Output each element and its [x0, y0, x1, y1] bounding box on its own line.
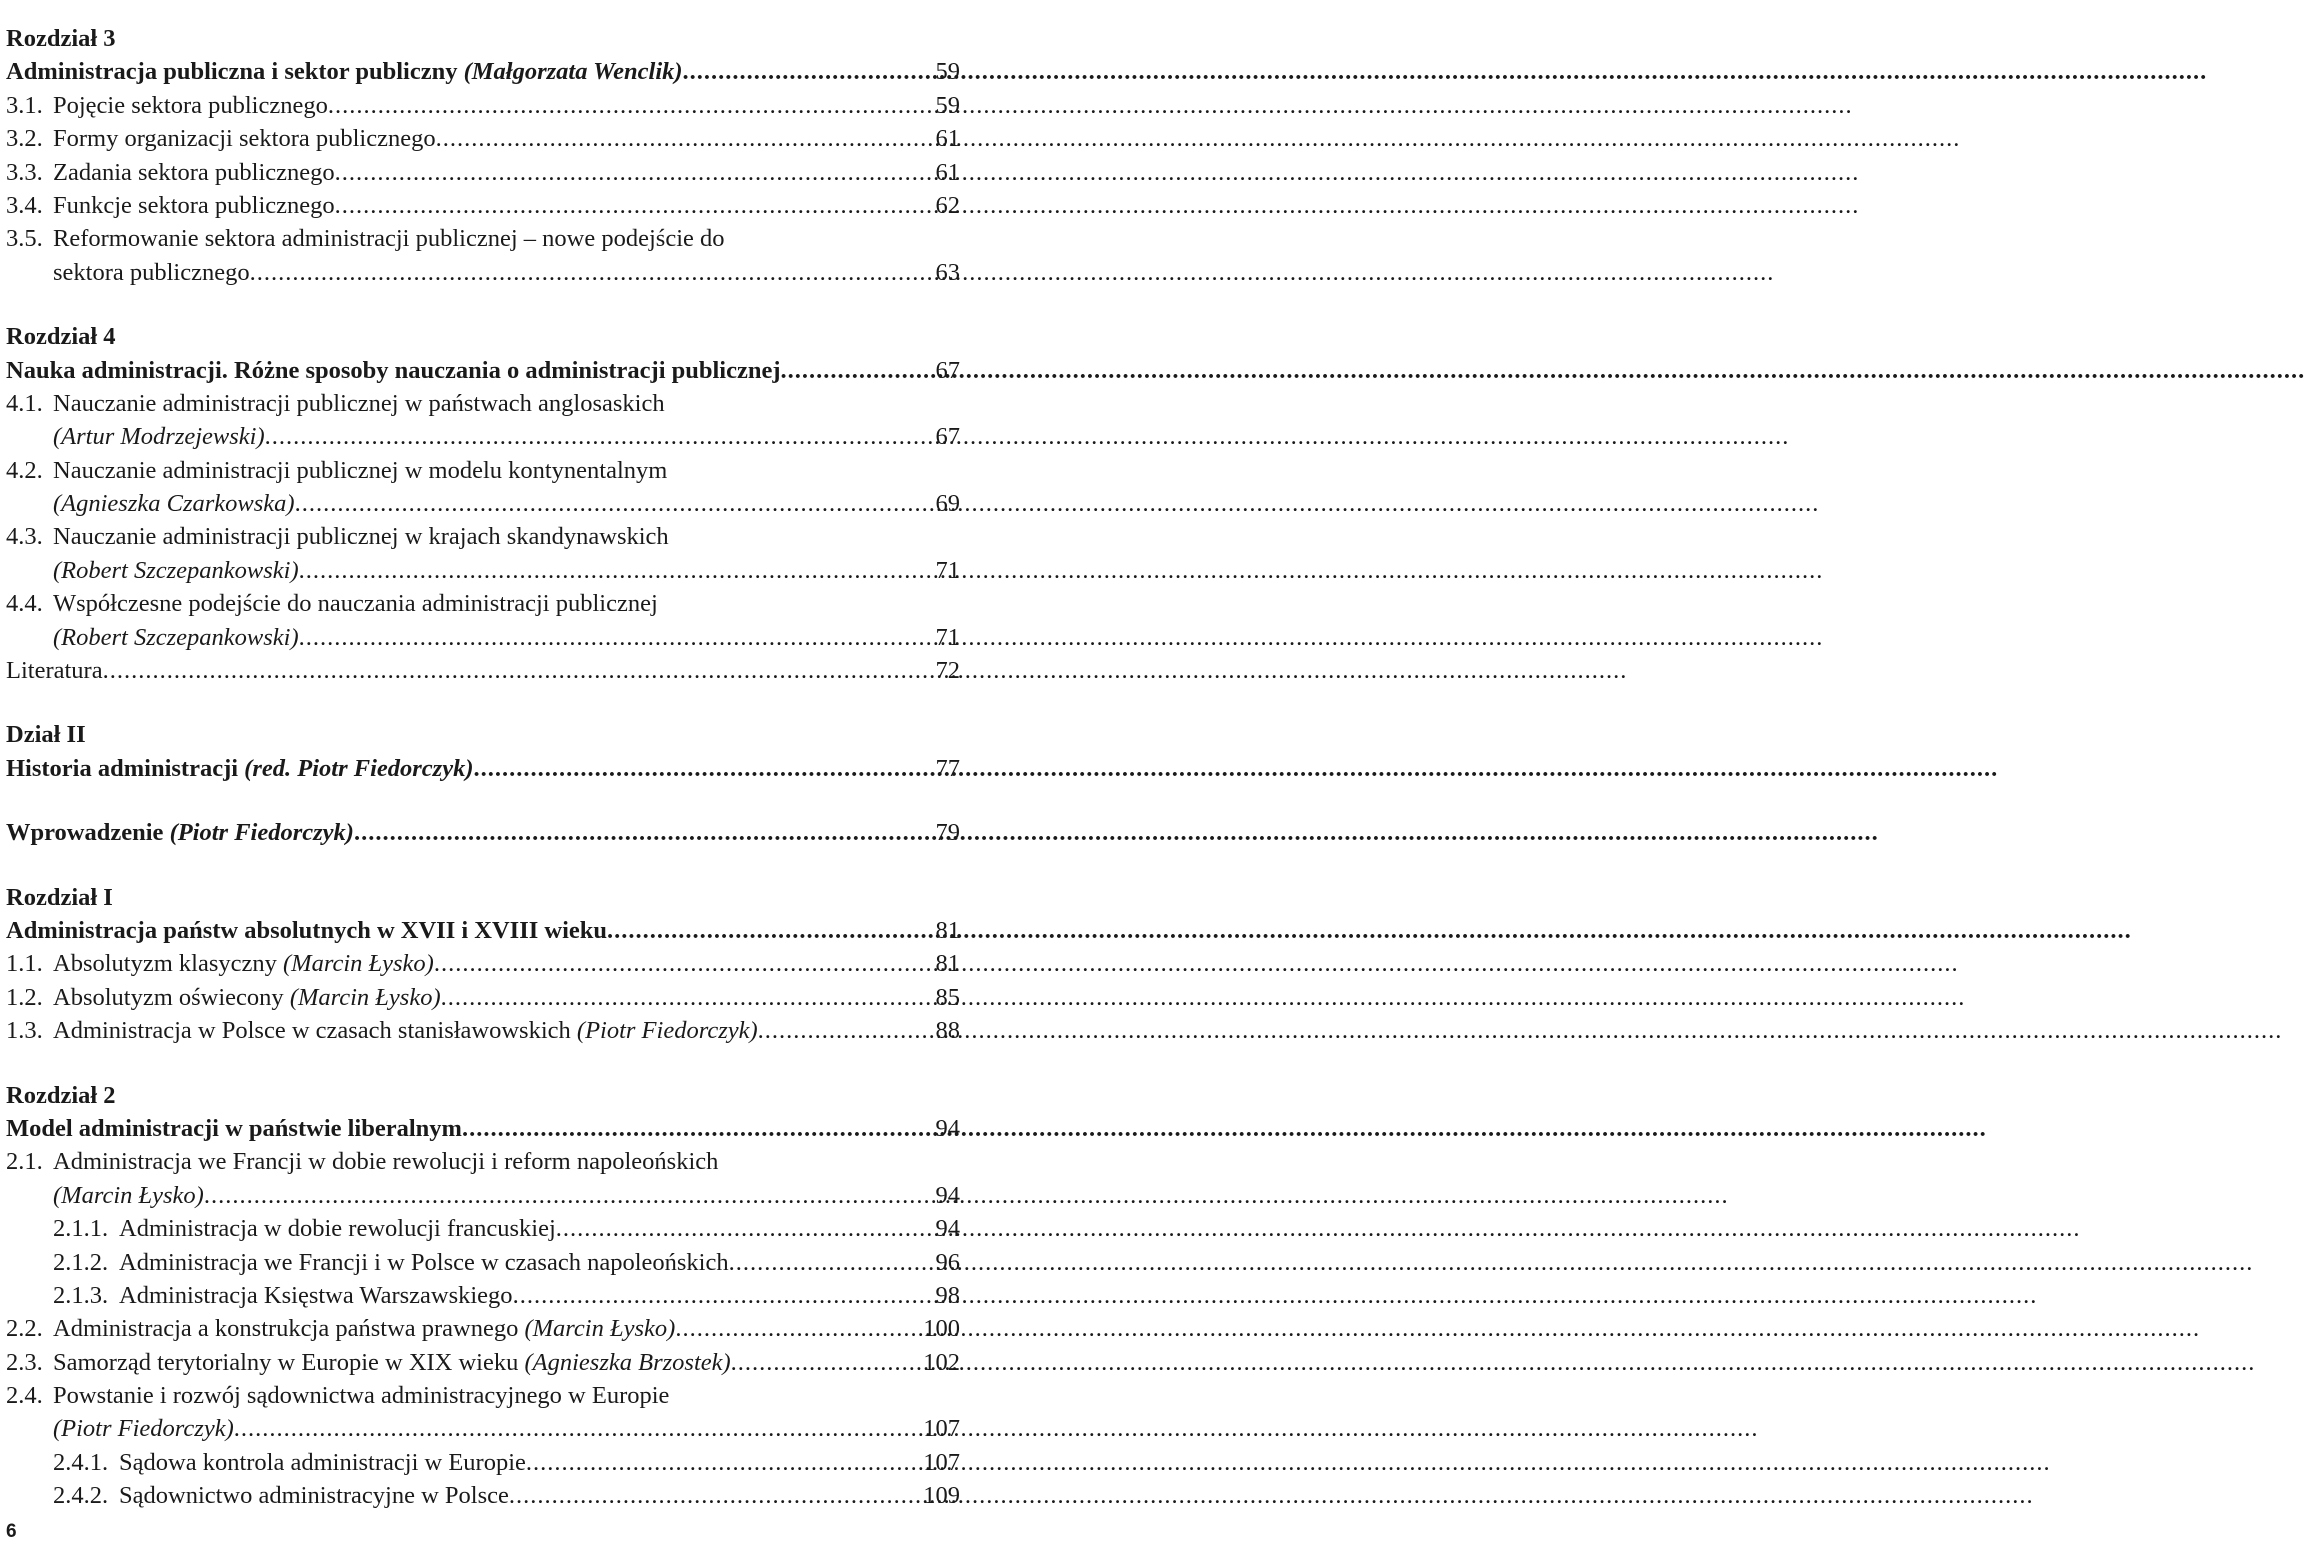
chapter-title-entry [6, 1112, 960, 1145]
table-of-contents [6, 22, 960, 1513]
entry-text-group [53, 1179, 204, 1212]
chapter-heading [6, 22, 960, 55]
entry-text-group [53, 189, 335, 222]
entry-number: 3.3. [6, 158, 43, 186]
entry-page-number: 61 [935, 158, 960, 186]
entry-page-number: 81 [935, 916, 960, 944]
toc-entry [6, 387, 960, 420]
entry-author: (Piotr Fiedorczyk) [169, 819, 354, 847]
entry-page-number: 79 [935, 819, 960, 847]
entry-title: Absolutyzm oświecony [53, 983, 290, 1011]
entry-text-group [53, 1014, 758, 1047]
chapter-heading [6, 718, 960, 751]
entry-number: 3.1. [6, 91, 43, 119]
entry-author: (Małgorzata Wenclik) [463, 58, 683, 86]
entry-text-group [53, 1379, 669, 1412]
section-gap [6, 687, 960, 718]
dot-leader [295, 487, 934, 520]
entry-text-group [53, 587, 658, 620]
dot-leader [250, 256, 934, 289]
entry-page-number: 107 [923, 1415, 960, 1443]
entry-title: Zadania sektora publicznego [53, 158, 335, 186]
entry-text-group [119, 1479, 509, 1512]
entry-number: 2.4.1. [53, 1448, 109, 1476]
entry-text-group [53, 387, 665, 420]
chapter-title-entry [6, 354, 960, 387]
chapter-title-entry [6, 816, 960, 849]
dot-leader [103, 654, 934, 687]
entry-number: 4.3. [6, 523, 43, 551]
entry-page-number: 67 [935, 356, 960, 384]
toc-entry [6, 1379, 960, 1412]
toc-entry [6, 222, 960, 255]
entry-author: (Marcin Łysko) [53, 1181, 204, 1209]
toc-entry [6, 1346, 960, 1379]
page-number: 6 [6, 1521, 17, 1542]
entry-page-number: 100 [923, 1315, 960, 1343]
entry-text-group [6, 55, 683, 88]
entry-text-group [53, 222, 725, 255]
dot-leader [265, 420, 934, 453]
toc-subentry [6, 1479, 960, 1512]
entry-text-group [53, 1145, 718, 1178]
toc-entry [6, 89, 960, 122]
dot-leader [234, 1412, 922, 1445]
entry-text-group [53, 1346, 731, 1379]
entry-number: 2.1.2. [53, 1248, 109, 1276]
entry-title: Samorząd terytorialny w Europie w XIX wieku [53, 1348, 525, 1376]
entry-number: 3.5. [6, 225, 43, 253]
entry-title: Reformowanie sektora administracji publicznej – nowe podejście do [53, 225, 725, 253]
entry-page-number: 109 [923, 1482, 960, 1510]
entry-text-group [53, 256, 250, 289]
entry-page-number: 71 [935, 623, 960, 651]
entry-title: Absolutyzm klasyczny [53, 950, 283, 978]
entry-title: Administracja w Polsce w czasach stanisławowskich [53, 1017, 577, 1045]
dot-leader [335, 156, 934, 189]
entry-page-number: 72 [935, 657, 960, 685]
chapter-title-entry [6, 752, 960, 785]
dot-leader [335, 189, 934, 222]
entry-number: 4.2. [6, 456, 43, 484]
entry-text-group [119, 1446, 526, 1479]
entry-title: Administracja we Francji i w Polsce w czasach napoleońskich [119, 1248, 729, 1276]
entry-author: (Piotr Fiedorczyk) [576, 1017, 758, 1045]
entry-title: Administracja państw absolutnych w XVII i XVIII wieku [6, 916, 608, 944]
section-gap [6, 850, 960, 881]
entry-title: Sądowa kontrola administracji w Europie [119, 1448, 526, 1476]
entry-text-group [6, 914, 607, 947]
entry-title: Pojęcie sektora publicznego [53, 91, 328, 119]
entry-number: 3.4. [6, 191, 43, 219]
entry-text-group [6, 654, 103, 687]
entry-text-group [53, 947, 434, 980]
entry-author: (Piotr Fiedorczyk) [53, 1415, 234, 1443]
chapter-label: Rozdział I [6, 883, 113, 911]
entry-author: (Agnieszka Brzostek) [524, 1348, 731, 1376]
entry-text-group [119, 1212, 556, 1245]
entry-text-group [53, 520, 669, 553]
dot-leader [441, 981, 934, 1014]
chapter-label: Rozdział 3 [6, 25, 116, 52]
entry-number: 2.3. [6, 1348, 43, 1376]
toc-subentry [6, 1279, 960, 1312]
entry-title: Administracja publiczna i sektor publiczny [6, 58, 464, 86]
entry-text-group [6, 816, 354, 849]
entry-page-number: 94 [935, 1114, 960, 1142]
entry-author: (Robert Szczepankowski) [53, 623, 299, 651]
entry-title: Administracja we Francji w dobie rewolucji i reform napoleońskich [53, 1148, 719, 1176]
entry-title: Administracja Księstwa Warszawskiego [119, 1281, 513, 1309]
toc-entry [6, 1145, 960, 1178]
toc-subentry [6, 1212, 960, 1245]
dot-leader [473, 752, 933, 785]
entry-title: Administracja w dobie rewolucji francuskiej [119, 1215, 556, 1243]
dot-leader [731, 1346, 922, 1379]
toc-entry [6, 587, 960, 620]
entry-text-group [53, 1312, 675, 1345]
entry-page-number: 85 [935, 983, 960, 1011]
toc-entry [6, 156, 960, 189]
toc-entry-continuation [6, 621, 960, 654]
entry-number: 2.4.2. [53, 1482, 109, 1510]
entry-page-number: 62 [935, 191, 960, 219]
entry-text-group [6, 752, 473, 785]
entry-page-number: 102 [923, 1348, 960, 1376]
dot-leader [675, 1312, 921, 1345]
toc-entry [6, 189, 960, 222]
dot-leader [354, 816, 934, 849]
entry-title: Sądownictwo administracyjne w Polsce [119, 1482, 509, 1510]
toc-entry [6, 654, 960, 687]
toc-entry-continuation [6, 487, 960, 520]
entry-page-number: 61 [935, 125, 960, 153]
entry-author: (Robert Szczepankowski) [53, 556, 299, 584]
entry-title: Współczesne podejście do nauczania administracji publicznej [53, 590, 658, 618]
entry-text-group [6, 354, 781, 387]
dot-leader [509, 1479, 921, 1512]
entry-author: (red. Piotr Fiedorczyk) [244, 754, 474, 782]
section-gap [6, 785, 960, 816]
entry-title: Nauczanie administracji publicznej w państwach anglosaskich [53, 389, 665, 417]
chapter-label: Rozdział 2 [6, 1081, 116, 1109]
entry-number: 2.1. [6, 1148, 43, 1176]
toc-entry-continuation [6, 1412, 960, 1445]
entry-text-group [119, 1246, 729, 1279]
entry-title: Formy organizacji sektora publicznego [53, 125, 436, 153]
entry-page-number: 94 [935, 1181, 960, 1209]
toc-entry-continuation [6, 1179, 960, 1212]
chapter-label: Rozdział 4 [6, 323, 116, 351]
entry-text-group [53, 981, 441, 1014]
dot-leader [758, 1014, 934, 1047]
entry-title: Historia administracji [6, 754, 245, 782]
entry-page-number: 71 [935, 556, 960, 584]
entry-number: 3.2. [6, 125, 43, 153]
chapter-heading [6, 1079, 960, 1112]
toc-entry-continuation [6, 554, 960, 587]
entry-number: 1.1. [6, 950, 43, 978]
entry-page-number: 77 [935, 754, 960, 782]
chapter-title-entry [6, 914, 960, 947]
entry-title: Nauka administracji. Różne sposoby nauczania o administracji publicznej [6, 356, 781, 384]
dot-leader [781, 354, 934, 387]
entry-text-group [53, 454, 667, 487]
entry-page-number: 59 [935, 91, 960, 119]
entry-text-group [53, 1412, 234, 1445]
entry-text-group [53, 122, 436, 155]
toc-entry [6, 1014, 960, 1047]
entry-title: Nauczanie administracji publicznej w krajach skandynawskich [53, 523, 669, 551]
dot-leader [204, 1179, 934, 1212]
toc-entry-continuation [6, 256, 960, 289]
entry-author: (Agnieszka Czarkowska) [53, 490, 295, 518]
entry-author: (Marcin Łysko) [524, 1315, 676, 1343]
entry-page-number: 69 [935, 490, 960, 518]
entry-number: 2.4. [6, 1382, 43, 1410]
entry-title: Wprowadzenie [6, 819, 170, 847]
entry-page-number: 59 [935, 58, 960, 86]
entry-text-group [53, 487, 295, 520]
toc-entry [6, 122, 960, 155]
entry-title: sektora publicznego [53, 258, 250, 286]
entry-text-group [6, 1112, 462, 1145]
entry-page-number: 81 [935, 950, 960, 978]
entry-text-group [53, 621, 299, 654]
entry-page-number: 63 [935, 258, 960, 286]
dot-leader [729, 1246, 934, 1279]
entry-page-number: 67 [935, 423, 960, 451]
entry-title: Administracja a konstrukcja państwa prawnego [53, 1315, 525, 1343]
entry-title: Nauczanie administracji publicznej w modelu kontynentalnym [53, 456, 668, 484]
section-gap [6, 289, 960, 320]
entry-number: 1.3. [6, 1017, 43, 1045]
entry-text-group [119, 1279, 513, 1312]
entry-page-number: 88 [935, 1017, 960, 1045]
dot-leader [462, 1112, 934, 1145]
toc-entry [6, 981, 960, 1014]
entry-text-group [53, 420, 265, 453]
toc-entry [6, 520, 960, 553]
chapter-title-entry [6, 55, 960, 88]
chapter-heading [6, 881, 960, 914]
entry-title: Powstanie i rozwój sądownictwa administracyjnego w Europie [53, 1382, 670, 1410]
entry-number: 2.1.1. [53, 1215, 109, 1243]
toc-subentry [6, 1446, 960, 1479]
entry-number: 4.4. [6, 590, 43, 618]
dot-leader [328, 89, 934, 122]
dot-leader [607, 914, 933, 947]
entry-number: 2.1.3. [53, 1281, 109, 1309]
chapter-label: Dział II [6, 721, 86, 749]
entry-number: 2.2. [6, 1315, 43, 1343]
dot-leader [436, 122, 934, 155]
toc-subentry [6, 1246, 960, 1279]
entry-title: Funkcje sektora publicznego [53, 191, 335, 219]
dot-leader [434, 947, 934, 980]
section-gap [6, 1048, 960, 1079]
chapter-heading [6, 320, 960, 353]
dot-leader [513, 1279, 934, 1312]
dot-leader [526, 1446, 921, 1479]
toc-entry [6, 454, 960, 487]
entry-author: (Marcin Łysko) [289, 983, 441, 1011]
toc-entry [6, 947, 960, 980]
entry-page-number: 98 [935, 1281, 960, 1309]
entry-page-number: 107 [923, 1448, 960, 1476]
dot-leader [683, 55, 934, 88]
dot-leader [556, 1212, 934, 1245]
entry-author: (Artur Modrzejewski) [53, 423, 265, 451]
toc-entry-continuation [6, 420, 960, 453]
entry-text-group [53, 156, 335, 189]
dot-leader [299, 621, 934, 654]
entry-page-number: 94 [935, 1215, 960, 1243]
entry-text-group [53, 554, 299, 587]
entry-page-number: 96 [935, 1248, 960, 1276]
entry-text-group [53, 89, 328, 122]
dot-leader [299, 554, 934, 587]
toc-entry [6, 1312, 960, 1345]
entry-number: 1.2. [6, 983, 43, 1011]
entry-author: (Marcin Łysko) [283, 950, 434, 978]
entry-title: Model administracji w państwie liberalnym [6, 1114, 462, 1142]
entry-title: Literatura [6, 657, 103, 685]
entry-number: 4.1. [6, 389, 43, 417]
